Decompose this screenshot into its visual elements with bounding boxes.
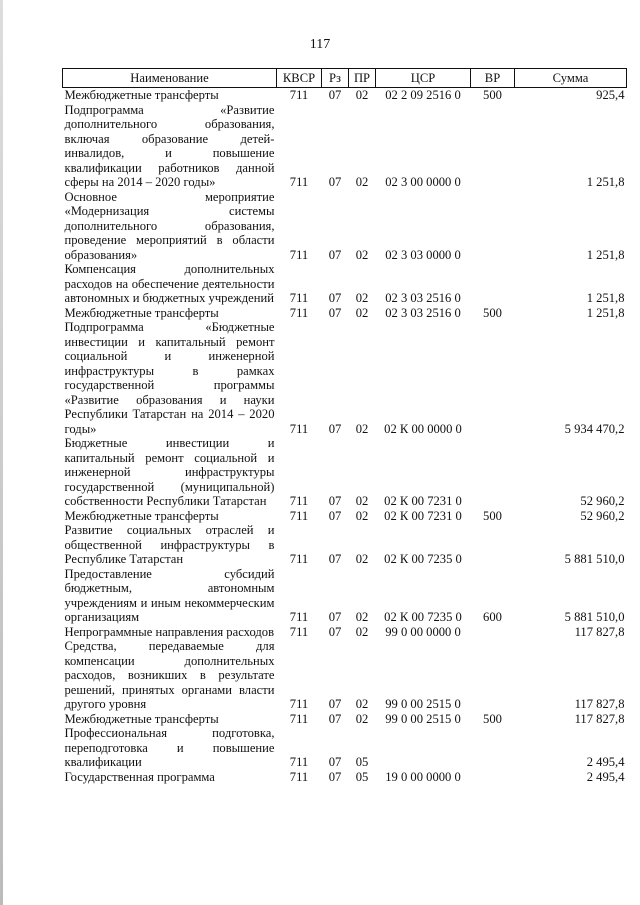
cell-vr <box>471 770 515 785</box>
cell-sum: 5 881 510,0 <box>564 552 625 566</box>
cell-name: Подпрограмма «Бюджетные инвестиции и капитальный ремонт социальной и инженерной инфраструктуры в рамках государственной программы «Развитие образования и науки Республики Татарстан на 2014 – 2020 годы» <box>64 320 275 436</box>
cell-pr: 02 <box>355 552 369 566</box>
cell-sum: 2 495,4 <box>586 755 625 769</box>
cell-kvsr: 711 <box>289 552 309 566</box>
cell-vr: 600 <box>483 610 502 624</box>
cell-kvsr: 711 <box>289 175 309 189</box>
table-row <box>63 712 627 727</box>
cell-name: Профессиональная подготовка, переподготовка и повышение квалификации <box>64 726 275 769</box>
cell-sum: 1 251,8 <box>586 291 625 305</box>
cell-rz: 07 <box>328 711 342 726</box>
header-kvsr: КВСР <box>277 69 322 88</box>
cell-vr <box>471 625 515 640</box>
table-row <box>63 567 627 625</box>
cell-sum: 52 960,2 <box>580 494 625 508</box>
cell-name: Межбюджетные трансферты <box>64 508 219 523</box>
cell-name: Межбюджетные трансферты <box>64 305 219 320</box>
cell-pr: 02 <box>355 291 369 305</box>
cell-kvsr: 711 <box>289 610 309 624</box>
cell-vr <box>471 639 515 712</box>
cell-rz: 07 <box>328 552 342 566</box>
table-row <box>63 625 627 640</box>
cell-rz: 07 <box>328 291 342 305</box>
cell-kvsr: 711 <box>289 305 309 320</box>
cell-vr <box>471 103 515 190</box>
cell-name: Предоставление субсидий бюджетным, автономным учреждениям и иным некоммерческим организациям <box>64 566 275 624</box>
cell-csr: 02 3 00 0000 0 <box>385 175 461 189</box>
cell-sum: 52 960,2 <box>580 508 625 523</box>
cell-csr: 02 К 00 7231 0 <box>384 494 462 508</box>
cell-name: Государственная программа <box>64 769 215 784</box>
cell-kvsr: 711 <box>289 697 309 711</box>
cell-csr: 02 3 03 0000 0 <box>385 247 461 262</box>
cell-name: Основное мероприятие «Модернизация системы дополнительного образования, проведение мероприятий в области образования» <box>64 189 275 262</box>
cell-sum: 925,4 <box>596 88 625 102</box>
cell-rz: 07 <box>328 494 342 508</box>
table-header-row <box>63 69 627 88</box>
cell-vr <box>471 320 515 436</box>
cell-vr: 500 <box>483 88 502 102</box>
scan-edge <box>0 0 3 905</box>
cell-csr: 02 К 00 0000 0 <box>384 421 462 436</box>
table-row <box>63 190 627 263</box>
cell-csr: 19 0 00 0000 0 <box>385 769 461 784</box>
cell-name: Непрограммные направления расходов <box>64 624 275 639</box>
cell-vr <box>471 726 515 770</box>
cell-csr: 99 0 00 0000 0 <box>385 624 461 639</box>
cell-name: Межбюджетные трансферты <box>64 88 219 102</box>
cell-pr: 02 <box>355 697 369 711</box>
cell-pr: 02 <box>355 508 369 523</box>
cell-pr: 02 <box>355 175 369 189</box>
cell-pr: 02 <box>355 247 369 262</box>
table-row <box>63 436 627 509</box>
header-rz: Рз <box>322 69 349 88</box>
cell-pr: 02 <box>355 494 369 508</box>
budget-table <box>62 68 627 784</box>
cell-sum: 117 827,8 <box>574 697 625 711</box>
cell-sum: 117 827,8 <box>574 711 625 726</box>
cell-kvsr: 711 <box>289 508 309 523</box>
cell-vr <box>471 523 515 567</box>
cell-pr: 02 <box>355 610 369 624</box>
cell-name: Развитие социальных отраслей и общественной инфраструктуры в Республике Татарстан <box>64 523 275 566</box>
cell-sum: 1 251,8 <box>586 305 625 320</box>
cell-name: Подпрограмма «Развитие дополнительного образования, включая образование детей-инвалидов, и повышение квалификации работников данной сферы на 2014 – 2020 годы» <box>64 102 275 189</box>
cell-csr: 02 К 00 7235 0 <box>384 552 462 566</box>
cell-rz: 07 <box>328 305 342 320</box>
cell-rz: 07 <box>328 175 342 189</box>
cell-pr: 02 <box>355 624 369 639</box>
cell-vr <box>471 190 515 263</box>
cell-sum: 1 251,8 <box>586 175 625 189</box>
cell-pr: 02 <box>355 711 369 726</box>
cell-rz: 07 <box>328 755 342 769</box>
header-pr: ПР <box>349 69 376 88</box>
cell-csr <box>376 726 471 770</box>
table-row <box>63 88 627 103</box>
cell-csr: 99 0 00 2515 0 <box>385 711 461 726</box>
cell-vr: 500 <box>483 305 502 320</box>
cell-pr: 02 <box>355 421 369 436</box>
page-number: 117 <box>309 37 331 52</box>
cell-sum: 5 881 510,0 <box>564 610 625 624</box>
header-sum: Сумма <box>515 69 627 88</box>
cell-kvsr: 711 <box>289 88 309 102</box>
cell-rz: 07 <box>328 624 342 639</box>
cell-rz: 07 <box>328 247 342 262</box>
table-row <box>63 770 627 785</box>
cell-csr: 02 3 03 2516 0 <box>385 305 461 320</box>
cell-rz: 07 <box>328 88 342 102</box>
table-row <box>63 262 627 306</box>
cell-name: Бюджетные инвестиции и капитальный ремонт социальной и инженерной инфраструктуры государственной (муниципальной) собственности Республики Татарстан <box>64 436 275 508</box>
cell-kvsr: 711 <box>289 711 309 726</box>
cell-rz: 07 <box>328 697 342 711</box>
cell-sum: 5 934 470,2 <box>564 421 625 436</box>
table-row <box>63 306 627 321</box>
header-name: Наименование <box>63 69 277 88</box>
cell-csr: 99 0 00 2515 0 <box>385 697 461 711</box>
cell-rz: 07 <box>328 508 342 523</box>
header-vr: ВР <box>471 69 515 88</box>
cell-kvsr: 711 <box>289 291 309 305</box>
table-row <box>63 103 627 190</box>
cell-sum: 2 495,4 <box>586 769 625 784</box>
table-row <box>63 320 627 436</box>
cell-vr <box>471 436 515 509</box>
cell-vr <box>471 262 515 306</box>
cell-kvsr: 711 <box>289 421 309 436</box>
cell-name: Межбюджетные трансферты <box>64 711 219 726</box>
table-row <box>63 523 627 567</box>
cell-kvsr: 711 <box>289 769 309 784</box>
cell-csr: 02 3 03 2516 0 <box>385 291 461 305</box>
cell-kvsr: 711 <box>289 247 309 262</box>
cell-name: Компенсация дополнительных расходов на обеспечение деятельности автономных и бюджетных учреждений <box>64 262 275 305</box>
cell-csr: 02 К 00 7235 0 <box>384 610 462 624</box>
cell-pr: 05 <box>355 755 369 769</box>
cell-csr: 02 2 09 2516 0 <box>385 88 461 102</box>
cell-rz: 07 <box>328 769 342 784</box>
cell-csr: 02 К 00 7231 0 <box>384 508 462 523</box>
table-row <box>63 509 627 524</box>
cell-kvsr: 711 <box>289 624 309 639</box>
table-row <box>63 726 627 770</box>
cell-name: Средства, передаваемые для компенсации дополнительных расходов, возникших в результате решений, принятых органами власти другого уровня <box>64 639 275 711</box>
header-csr: ЦСР <box>376 69 471 88</box>
cell-kvsr: 711 <box>289 494 309 508</box>
cell-vr: 500 <box>483 508 502 523</box>
cell-vr: 500 <box>483 711 502 726</box>
table-row <box>63 639 627 712</box>
cell-pr: 02 <box>355 88 369 102</box>
cell-pr: 05 <box>355 769 369 784</box>
cell-rz: 07 <box>328 421 342 436</box>
cell-pr: 02 <box>355 305 369 320</box>
cell-rz: 07 <box>328 610 342 624</box>
cell-kvsr: 711 <box>289 755 309 769</box>
cell-sum: 117 827,8 <box>574 624 625 639</box>
cell-sum: 1 251,8 <box>586 247 625 262</box>
